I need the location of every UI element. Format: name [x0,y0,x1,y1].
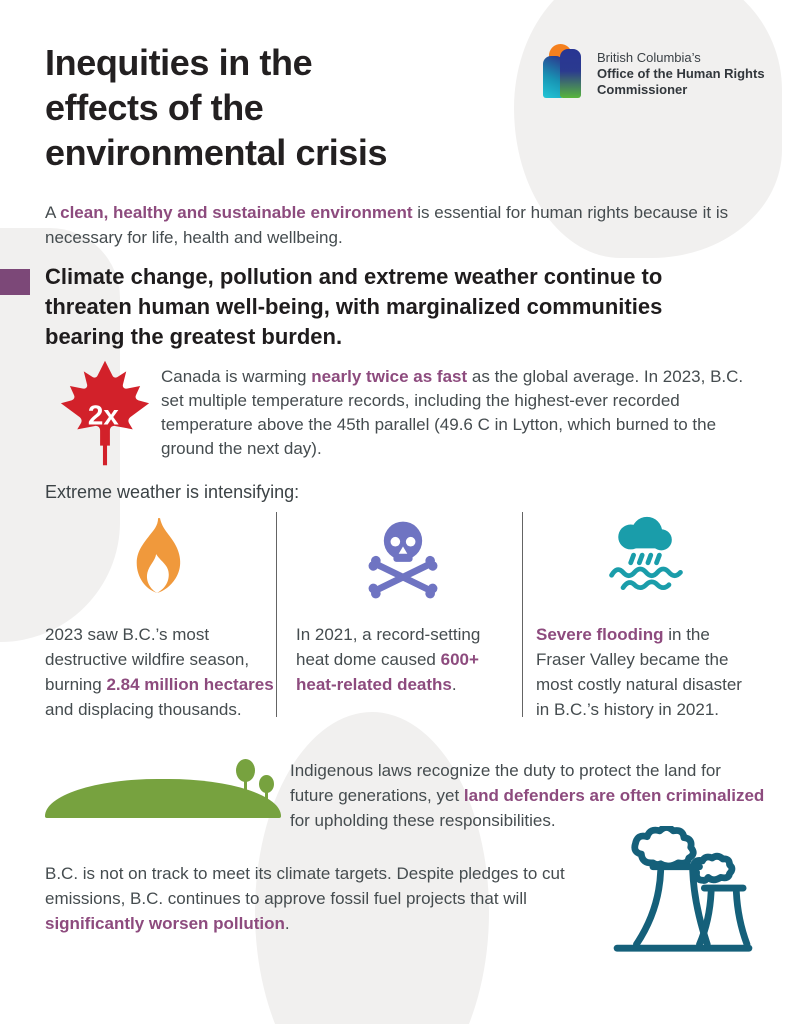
skull-crossbones-icon [357,517,449,599]
intro-pre: A [45,203,61,222]
heat-dome-column [277,512,522,730]
intro-paragraph [45,200,757,250]
warming-paragraph [161,365,753,461]
org-logo-icon [543,44,587,99]
flame-icon [127,516,195,600]
flooding-highlight: Severe flooding [536,625,664,644]
tree-trunk [244,778,247,802]
purple-marker [0,269,30,295]
heat-dome-post: . [451,675,457,694]
org-logo [543,44,765,99]
page-title-line: Inequities in the [45,42,313,83]
flooding-column [523,512,756,730]
flooding-post: in the Fraser Valley became the most costly natural disaster in B.C.’s history in 2021. [536,625,742,719]
heat-dome-text [296,622,510,697]
org-name-line1: British Columbia’s [597,50,701,65]
indigenous-highlight: land defenders are often criminalized [463,786,765,805]
wildfire-text [45,622,276,722]
rain-flood-icon [602,514,690,602]
logo-navy-shape [560,49,581,98]
extreme-weather-heading: Extreme weather is intensifying: [45,482,300,502]
key-message: Climate change, pollution and extreme weather continue to threaten human well-being, with marginalized communities bearing the greatest burden. [45,264,663,349]
org-name-line2: Office of the Human Rights [597,66,765,81]
wildfire-highlight: 2.84 million hectares [106,675,274,694]
intro-post: is essential for human rights because it is necessary for life, health and wellbeing. [45,203,729,247]
heat-dome-highlight: 600+ heat-related deaths [296,650,479,694]
intro-highlight: clean, healthy and sustainable environment [60,203,413,222]
smokestacks-icon [604,826,762,954]
warming-highlight: nearly twice as fast [311,367,468,386]
stat-columns [45,512,757,730]
page-title-line: effects of the [45,87,264,128]
wildfire-post: and displacing thousands. [45,700,242,719]
org-name-line3: Commissioner [597,82,688,97]
targets-highlight: significantly worsen pollution [45,914,285,933]
wildfire-pre: 2023 saw B.C.’s most destructive wildfire season, burning [45,625,250,694]
page-title [45,40,525,175]
heat-dome-pre: In 2021, a record-setting heat dome caused [296,625,481,669]
warming-pre: Canada is warming [161,367,312,386]
tree-trunk [265,790,268,809]
wildfire-column [45,512,276,730]
warming-post: as the global average. In 2023, B.C. set multiple temperature records, including the highest-ever recorded temperature above the 45th parallel (49.6 C in Lytton, which burned to the ground the next day). [161,367,744,458]
maple-leaf-icon [56,354,154,472]
indigenous-paragraph [290,758,768,833]
indigenous-post: for upholding these responsibilities. [290,811,556,830]
warming-badge: 2x [87,399,119,431]
targets-post: . [284,914,290,933]
indigenous-pre: Indigenous laws recognize the duty to protect the land for future generations, yet [290,761,721,805]
flooding-text [536,622,756,722]
climate-targets-paragraph [45,861,603,936]
targets-pre: B.C. is not on track to meet its climate targets. Despite pledges to cut emissions, B.C. continues to approve fossil fuel projects that will [45,864,565,908]
page-title-line: environmental crisis [45,132,388,173]
org-logo-text [597,44,765,98]
